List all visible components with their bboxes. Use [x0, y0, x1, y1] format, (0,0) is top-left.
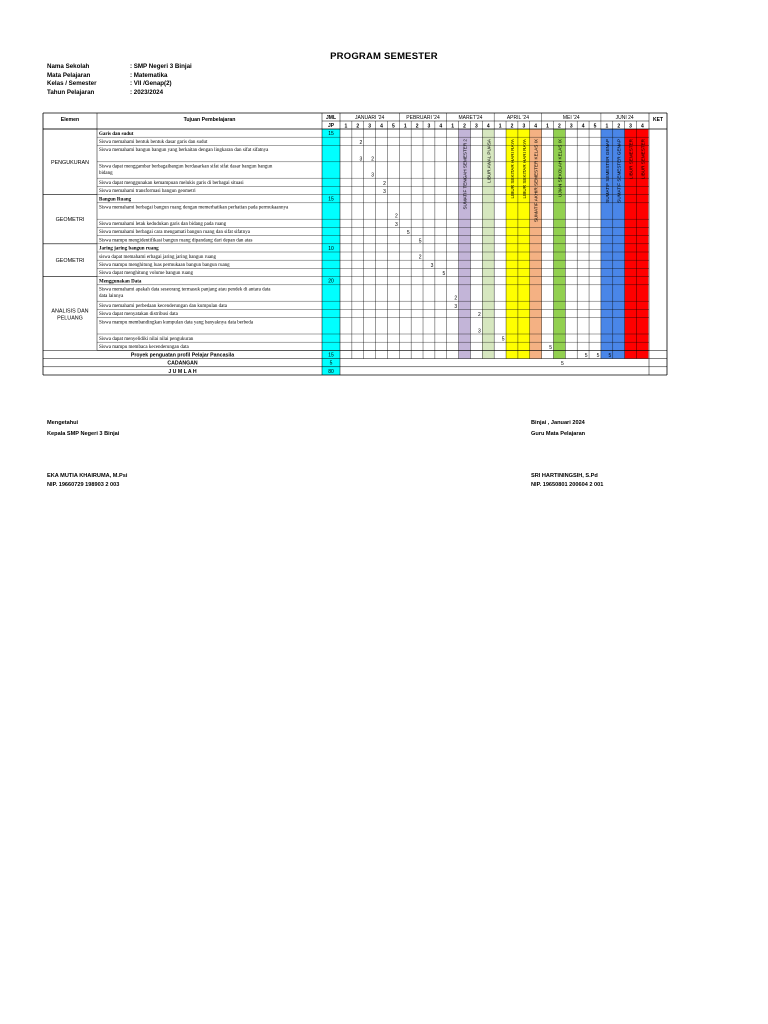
vertical-column-label: SUMATIF SEMESTER GENAP — [604, 139, 610, 203]
learning-objective: Siswa memahami perbedaan kecenderungan dan kumpulan data — [99, 304, 228, 309]
week-value: 2 — [359, 139, 363, 146]
header-month: PEBRUARI '24 — [406, 115, 440, 121]
week-value: 2 — [383, 180, 386, 187]
header-tujuan: Tujuan Pembelajaran — [183, 117, 236, 123]
sig-right-nip: NIP. 19650801 200604 2 001 — [531, 482, 604, 488]
header-week: 4 — [581, 123, 585, 130]
header-week: 3 — [569, 123, 573, 130]
learning-objective: Siswa dapat menggunakan kemampuan melukis garis di berbagai situasi — [99, 181, 244, 186]
proyek-week-value: 5 — [584, 352, 588, 359]
header-month: APRIL '24 — [506, 115, 529, 121]
header-week: 2 — [617, 123, 621, 130]
header-week: 1 — [605, 123, 609, 130]
learning-objective: Siswa memahami letak kedudukan garis dan bidang pada ruang — [99, 222, 227, 227]
learning-objective: Bangun Ruang — [99, 197, 132, 203]
info-label: Mata Pelajaran — [47, 71, 91, 79]
header-week: 1 — [451, 123, 455, 130]
info-label: Kelas / Semester — [47, 80, 97, 87]
vertical-column-label: LIBUR SEMESTER — [640, 139, 646, 180]
header-week: 1 — [546, 123, 549, 130]
header-week: 2 — [558, 123, 561, 130]
header-month: JANUARI '24 — [355, 115, 385, 121]
semester-program-table — [0, 0, 768, 420]
info-label: Tahun Pelajaran — [47, 88, 95, 96]
vertical-column-label: LIBUR AWAL PUASA — [486, 139, 492, 183]
header-week: 2 — [356, 123, 360, 130]
vertical-column-label: SUMATIF SEMESTER GENAP — [616, 139, 622, 203]
learning-objective: Siswa memahami bangun bangun yang berkaitan dengan lingkaran dan sifat sifatnya — [99, 148, 269, 154]
learning-objective: Siswa mampu menghitung luas permukaan bangun bangun ruang — [99, 263, 230, 268]
header-week: 3 — [368, 123, 372, 130]
header-week: 3 — [427, 123, 431, 130]
header-week: 4 — [641, 123, 644, 130]
element-label: PENGUKURAN — [50, 159, 90, 166]
proyek-week-value: 5 — [596, 352, 600, 359]
sig-right-name: SRI HARTININGSIH, S.Pd — [531, 473, 598, 479]
header-week: 5 — [391, 123, 395, 130]
jp-value: 15 — [328, 196, 334, 203]
jp-value: 10 — [328, 245, 334, 252]
info-label: Nama Sekolah — [47, 63, 90, 70]
learning-objective: Menggunakan Data — [99, 279, 142, 285]
learning-objective: Siswa dapat menyatakan distribusi data — [99, 312, 178, 318]
week-value: 3 — [359, 156, 363, 163]
header-week: 3 — [474, 123, 478, 130]
jp-value: 20 — [328, 278, 334, 285]
header-week: 1 — [344, 123, 348, 130]
header-elemen: Elemen — [60, 117, 80, 123]
learning-objective: Siswa memahami berbagai cara mengamati bangun ruang dan sifat sifatnya — [99, 230, 250, 236]
element-label: GEOMETRI — [55, 217, 85, 224]
week-value: 2 — [371, 156, 375, 163]
header-week: 3 — [522, 123, 526, 130]
week-value: 5 — [442, 271, 446, 278]
week-value: 5 — [501, 336, 505, 343]
sig-right-role: Guru Mata Pelajaran — [531, 431, 586, 437]
info-value: : SMP Negeri 3 Binjai — [130, 63, 192, 70]
jp-value: 15 — [328, 131, 334, 137]
header-week: 5 — [593, 123, 597, 130]
header-week: 1 — [403, 123, 407, 130]
learning-objective: Siswa mampu membaca kecenderungan data — [99, 345, 189, 350]
learning-objective: Garis dan sudut — [99, 131, 134, 137]
proyek-label: Proyek penguatan profil Pelajar Pancasila — [130, 352, 235, 359]
learning-objective: Siswa dapat menggambar berbagaibangun berdasarkan sifat sifat dasar bangun bangun — [99, 164, 273, 170]
element-label: PELUANG — [57, 315, 83, 322]
learning-objective: Siswa dapat menghitung volume bangun ruang — [99, 271, 194, 277]
element-label: GEOMETRI — [55, 258, 85, 265]
sig-left-title: Mengetahui — [47, 420, 79, 426]
header-week: 4 — [534, 123, 538, 130]
learning-objective: Siswa memahami transformasi bangun geometri — [99, 189, 196, 195]
header-jp: JP — [327, 123, 335, 129]
info-value: : Matematika — [130, 71, 168, 79]
jumlah-label: J U M L A H — [168, 368, 197, 375]
week-value: 2 — [395, 213, 398, 220]
proyek-jp: 15 — [328, 352, 334, 359]
learning-objective: Siswa mampu mengidentifikasi bangun ruang dipandang dari depan dan atas — [99, 238, 253, 244]
week-value: 3 — [383, 189, 386, 196]
page-title: PROGRAM SEMESTER — [330, 51, 438, 62]
week-value: 5 — [406, 230, 410, 237]
week-value: 2 — [454, 295, 458, 302]
learning-objective: Siswa memahami bentuk bentuk dasar garis dan sudut — [99, 140, 208, 145]
sig-left-nip: NIP. 19660729 198903 2 003 — [47, 482, 120, 488]
week-value: 3 — [395, 221, 398, 228]
header-week: 2 — [463, 123, 466, 130]
info-value: : VII /Genap(2) — [130, 80, 172, 87]
learning-objective: siswa dapat memahami erbagai jaring jaring bangun ruang — [99, 254, 217, 260]
jumlah-jp: 80 — [328, 368, 334, 375]
learning-objective: Siswa memahami apakah data seseorang termasuk panjang atau pendek di antara data — [99, 287, 271, 293]
header-jml: JML — [326, 115, 336, 121]
header-month: MARET'24 — [458, 115, 483, 121]
header-week: 2 — [415, 123, 419, 130]
learning-objective: Siswa mampu membandingkan kumpulan data yang banyaknya data berbeda — [99, 320, 254, 326]
sig-left-role: Kepala SMP Negeri 3 Binjai — [47, 431, 120, 437]
vertical-column-label: LIBUR SEMESTER — [628, 139, 634, 180]
header-week: 4 — [439, 123, 443, 130]
vertical-column-label: SUMATIF TENGAH SEMESTER 2 — [462, 139, 468, 210]
header-week: 2 — [510, 123, 514, 130]
week-value: 3 — [454, 303, 458, 310]
header-ket: KET — [653, 117, 663, 123]
week-value: 3 — [478, 328, 481, 335]
sig-right-place: Binjai , Januari 2024 — [531, 420, 585, 426]
week-value: 5 — [549, 344, 552, 351]
vertical-column-label: SUMATIF AKHIR SEMESTER KELAS IX — [533, 139, 539, 223]
header-week: 1 — [498, 123, 502, 130]
vertical-column-label: UJIAN SEKOLAH KELAS IX — [557, 139, 563, 197]
week-value: 5 — [418, 238, 422, 245]
sig-left-name: EKA MUTIA KHAIRUMA, M.Psi — [47, 473, 128, 479]
cadangan-label: CADANGAN — [167, 360, 198, 367]
vertical-column-label: LIBUR SEKITAR HARI RAYA — [521, 139, 527, 199]
learning-objective: Jaring jaring bangun ruang — [99, 246, 159, 252]
header-week: 4 — [486, 123, 490, 130]
element-label: ANALISIS DAN — [51, 308, 89, 315]
header-week: 3 — [629, 123, 632, 130]
learning-objective: data lainnya — [99, 294, 124, 300]
learning-objective: bidang — [99, 171, 113, 177]
header-month: JUNI 24 — [615, 115, 634, 121]
week-value: 3 — [430, 262, 434, 269]
header-week: 4 — [380, 123, 383, 130]
info-value: : 2023/2024 — [130, 88, 164, 96]
vertical-column-label: LIBUR SEKITAR HARI RAYA — [509, 139, 515, 199]
learning-objective: Siswa memahami berbagai bangun ruang dengan memerhatikan perhatian pada permukaannya — [99, 205, 289, 211]
learning-objective: Siswa dapat menyelidiki nilai nilai pengukuran — [99, 336, 194, 342]
proyek-week-value: 5 — [608, 352, 612, 359]
week-value: 3 — [371, 172, 375, 179]
header-month: MEI '24 — [562, 115, 580, 121]
cadangan-jp: 5 — [329, 360, 333, 367]
week-value: 2 — [478, 312, 481, 319]
cadangan-week-value: 5 — [561, 361, 564, 368]
week-value: 2 — [418, 254, 422, 261]
